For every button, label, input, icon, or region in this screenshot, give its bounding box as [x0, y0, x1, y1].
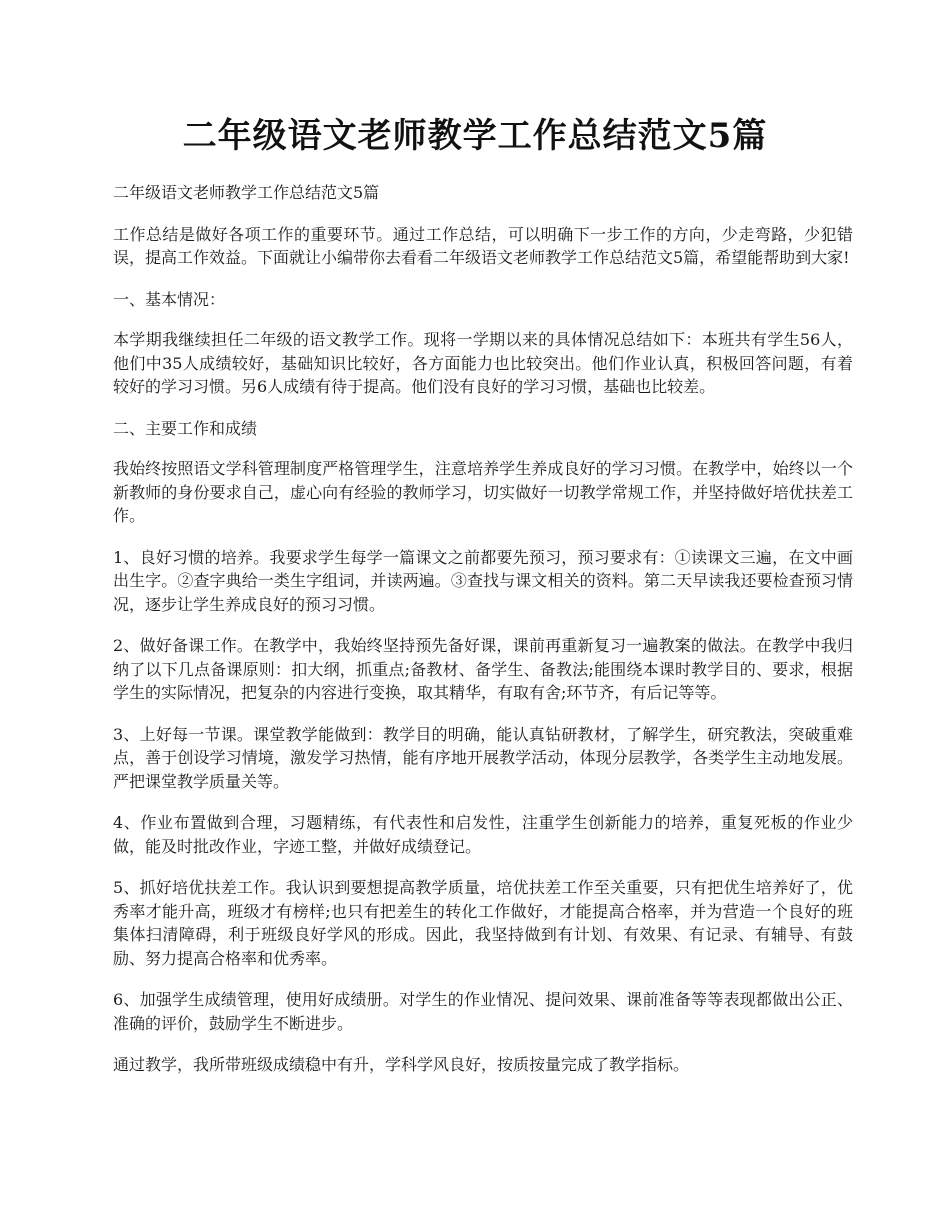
- item-5-paragraph: 5、抓好培优扶差工作。我认识到要想提高教学质量，培优扶差工作至关重要，只有把优生培养好了，优秀率才能升高，班级才有榜样;也只有把差生的转化工作做好，才能提高合格率，并为营造一个良好的班集体扫清障碍，利于班级良好学风的形成。因此，我坚持做到有计划、有效果、有记录、有辅导、有鼓励、努力提高合格率和优秀率。: [113, 878, 853, 968]
- item-1-paragraph: 1、良好习惯的培养。我要求学生每学一篇课文之前都要先预习，预习要求有：①读课文三遍，在文中画出生字。②查字典给一类生字组词，并读两遍。③查找与课文相关的资料。第二天早读我还要检查预习情况，逐步让学生养成良好的预习习惯。: [113, 547, 853, 614]
- conclusion-paragraph: 通过教学，我所带班级成绩稳中有升，学科学风良好，按质按量完成了教学指标。: [113, 1055, 690, 1074]
- section-heading-main-work: 二、主要工作和成绩: [113, 418, 258, 438]
- basic-situation-paragraph: 本学期我继续担任二年级的语文教学工作。现将一学期以来的具体情况总结如下：本班共有学生56人，他们中35人成绩较好，基础知识比较好，各方面能力也比较突出。他们作业认真，积极回答问题，有着较好的学习习惯。另6人成绩有待于提高。他们没有良好的学习习惯，基础也比较差。: [113, 330, 853, 396]
- section-heading-basic: 一、基本情况：: [113, 289, 226, 309]
- item-4-paragraph: 4、作业布置做到合理，习题精练，有代表性和启发性，注重学生创新能力的培养，重复死板的作业少做，能及时批改作业，字迹工整，并做好成绩登记。: [113, 813, 853, 856]
- document-title: 二年级语文老师教学工作总结范文5篇: [182, 116, 768, 156]
- document-body: [113, 181, 853, 1095]
- subtitle-paragraph: 二年级语文老师教学工作总结范文5篇: [113, 183, 380, 202]
- item-2-paragraph: 2、做好备课工作。在教学中，我始终坚持预先备好课，课前再重新复习一遍教案的做法。在教学中我归纳了以下几点备课原则：扣大纲，抓重点;备教材、备学生、备教法;能围绕本课时教学目的、要求，根据学生的实际情况，把复杂的内容进行变换，取其精华，有取有舍;环节齐，有后记等等。: [113, 636, 853, 702]
- item-3-paragraph: 3、上好每一节课。课堂教学能做到：教学目的明确，能认真钻研教材，了解学生，研究教法，突破重难点，善于创设学习情境，激发学习热情，能有序地开展教学活动，体现分层教学，各类学生主动地发展。严把课堂教学质量关等。: [113, 724, 853, 791]
- intro-paragraph: 工作总结是做好各项工作的重要环节。通过工作总结，可以明确下一步工作的方向，少走弯路，少犯错误，提高工作效益。下面就让小编带你去看看二年级语文老师教学工作总结范文5篇，希望能帮助到大家!: [113, 224, 853, 267]
- main-work-paragraph: 我始终按照语文学科管理制度严格管理学生，注意培养学生养成良好的学习习惯。在教学中，始终以一个新教师的身份要求自己，虚心向有经验的教师学习，切实做好一切教学常规工作，并坚持做好培优扶差工作。: [113, 459, 853, 525]
- item-6-paragraph: 6、加强学生成绩管理，使用好成绩册。对学生的作业情况、提问效果、课前准备等等表现都做出公正、准确的评价，鼓励学生不断进步。: [113, 990, 853, 1033]
